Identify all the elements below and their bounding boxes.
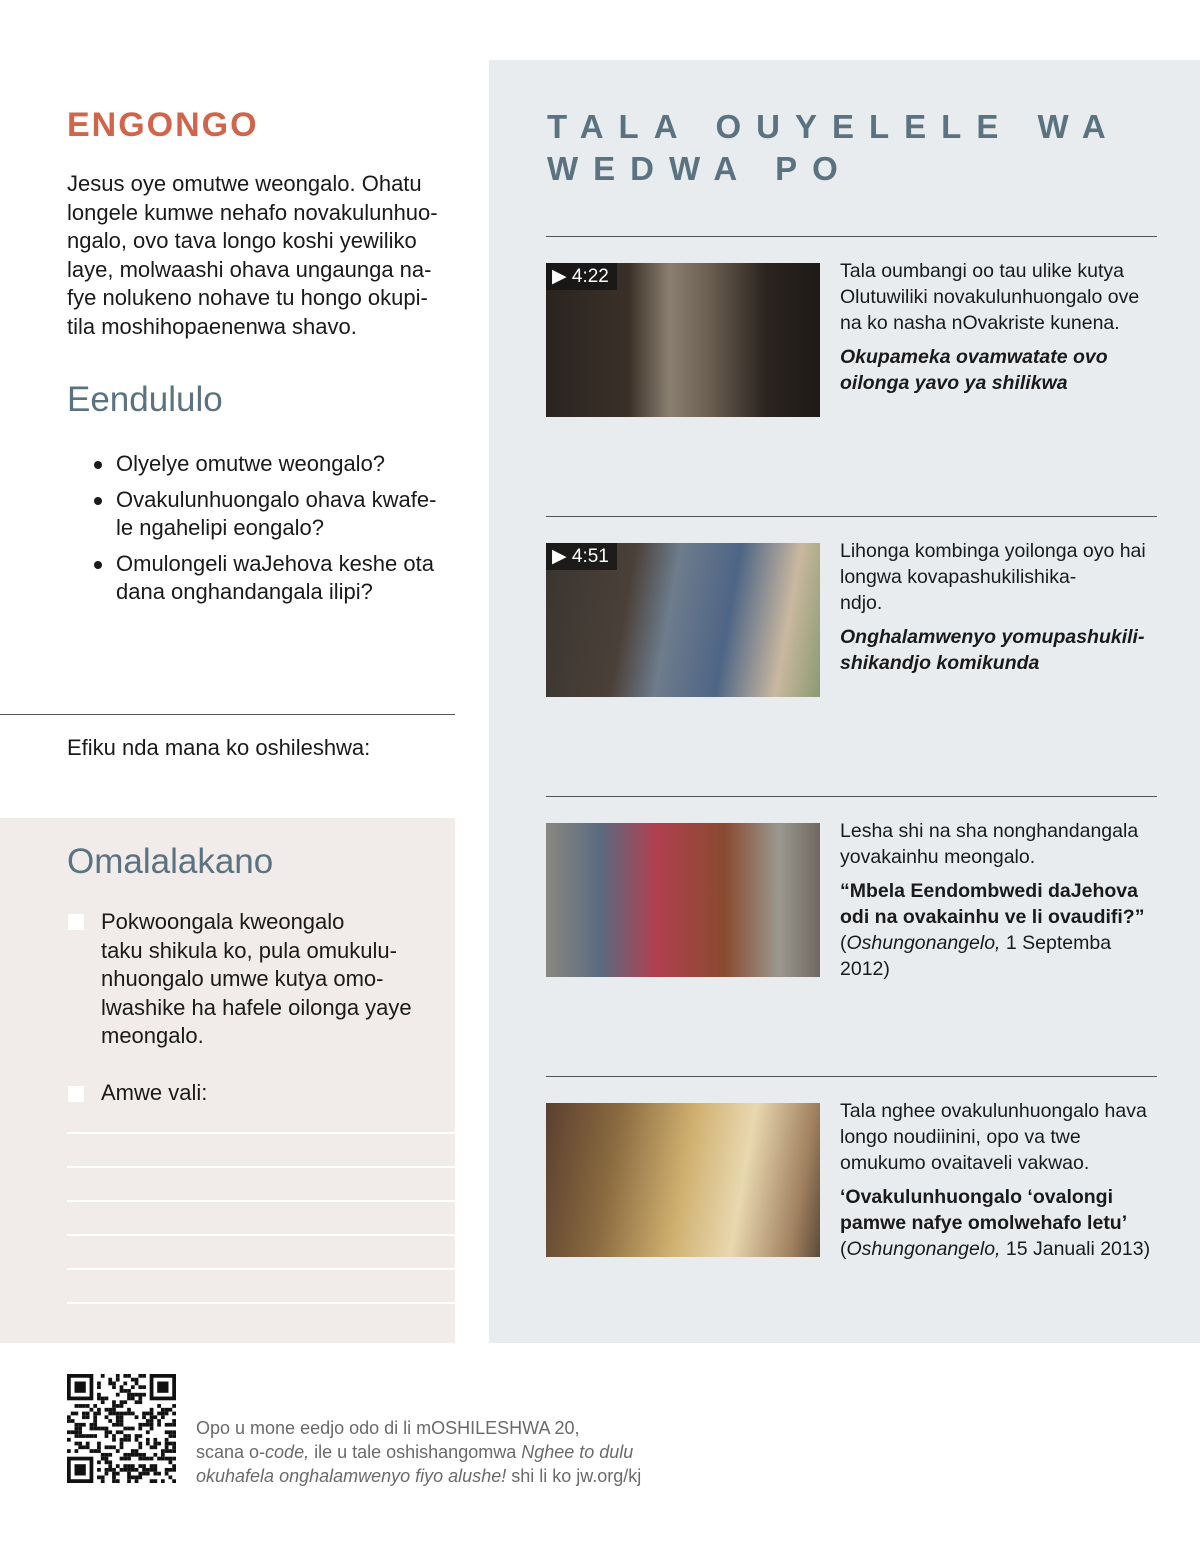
goal-checkbox[interactable]: [68, 1086, 84, 1102]
next-visit-label: Efiku nda mana ko oshileshwa:: [67, 735, 371, 760]
publication-name: Oshungonangelo,: [846, 1238, 1001, 1260]
video-title[interactable]: Onghalamwenyo yomupashukili- shikandjo komikunda: [840, 626, 1145, 674]
write-line[interactable]: [67, 1302, 455, 1304]
article-title[interactable]: ‘Ovakulunhuongalo ‘ovalongi pamwe nafye omolwehafo letu’: [840, 1186, 1128, 1234]
write-line[interactable]: [67, 1132, 455, 1134]
review-heading: Eendululo: [67, 380, 223, 419]
intro-text: Jesus oye omutwe weongalo. Ohatu longele kumwe nehafo novakulunhuo- ngalo, ovo tava longo koshi yewiliko laye, molwaashi ohava ungaunga na- fye nolukeno nohave tu hongo okupi- tila moshihopaenenwa shavo.: [67, 171, 438, 339]
write-line[interactable]: [67, 1200, 455, 1202]
video-title[interactable]: Okupameka ovamwatate ovo oilonga yavo ya shilikwa: [840, 346, 1108, 394]
qr-code-icon[interactable]: [67, 1374, 176, 1483]
video-thumbnail[interactable]: [546, 543, 820, 697]
goal-text: Amwe vali:: [101, 1080, 208, 1105]
footer-text-part: code,: [265, 1442, 310, 1462]
question: Ovakulunhuongalo ohava kwafe- le ngahelipi eongalo?: [92, 486, 462, 543]
publication-date: 15 Januali 2013): [1000, 1238, 1151, 1260]
footer-link[interactable]: shi li ko jw.org/kj: [506, 1466, 642, 1486]
related-heading: TALA OUYELELE WA WEDWA PO: [547, 108, 1120, 187]
footer-text: [196, 1416, 641, 1488]
divider: [0, 714, 455, 715]
video-thumbnail[interactable]: [546, 263, 820, 417]
article-card[interactable]: [546, 1076, 1157, 1356]
video-card[interactable]: [546, 516, 1157, 796]
video-duration: ▶ 4:22: [546, 263, 617, 290]
video-duration: ▶ 4:51: [546, 543, 617, 570]
card-description: Tala nghee ovakulunhuongalo hava longo noudiinini, opo va twe omukumo ovaitaveli vakwao.: [840, 1100, 1147, 1174]
article-card[interactable]: [546, 796, 1157, 1076]
section-heading: ENGONGO: [67, 106, 259, 144]
article-source: (Oshungonangelo, 1 Septemba 2012): [840, 932, 1112, 980]
card-description: Lesha shi na sha nonghandangala yovakainhu meongalo.: [840, 820, 1139, 868]
goals-panel: [0, 818, 455, 1343]
question: Olyelye omutwe weongalo?: [92, 450, 462, 479]
goals-heading: Omalalakano: [67, 842, 274, 881]
goal-text: Pokwoongala kweongalo taku shikula ko, pula omukulu- nhuongalo umwe kutya omo- lwashike ha hafele oilonga yaye meongalo.: [101, 909, 412, 1048]
footer-line: [196, 1464, 641, 1488]
article-source: (Oshungonangelo, 15 Januali 2013): [840, 1238, 1151, 1260]
write-line[interactable]: [67, 1268, 455, 1270]
card-description: Tala oumbangi oo tau ulike kutya Olutuwiliki novakulunhuongalo ove na ko nasha nOvakriste kunena.: [840, 260, 1140, 334]
publication-title: okuhafela onghalamwenyo fiyo alushe!: [196, 1466, 507, 1486]
write-line[interactable]: [67, 1166, 455, 1168]
article-image: [546, 823, 820, 977]
goal-checkbox[interactable]: [68, 914, 84, 930]
footer-text-part: ile u tale oshishangomwa: [309, 1442, 522, 1462]
video-card[interactable]: [546, 236, 1157, 516]
publication-date: 1 Septemba 2012): [840, 932, 1112, 980]
publication-name: Oshungonangelo,: [846, 932, 1001, 954]
footer-line: Opo u mone eedjo odo di li mOSHILESHWA 20,: [196, 1418, 580, 1438]
footer-line: [196, 1440, 641, 1464]
card-description: Lihonga kombinga yoilonga oyo hai longwa kovapashukilishika- ndjo.: [840, 540, 1146, 614]
publication-title: Nghee to dulu: [521, 1442, 634, 1462]
question: Omulongeli waJehova keshe ota dana onghandangala ilipi?: [92, 550, 462, 607]
article-image: [546, 1103, 820, 1257]
write-line[interactable]: [67, 1234, 455, 1236]
article-title[interactable]: “Mbela Eendombwedi daJehova odi na ovakainhu ve li ovaudifi?”: [840, 880, 1145, 928]
footer-text-part: scana o-: [196, 1442, 266, 1462]
review-questions: [92, 450, 462, 614]
